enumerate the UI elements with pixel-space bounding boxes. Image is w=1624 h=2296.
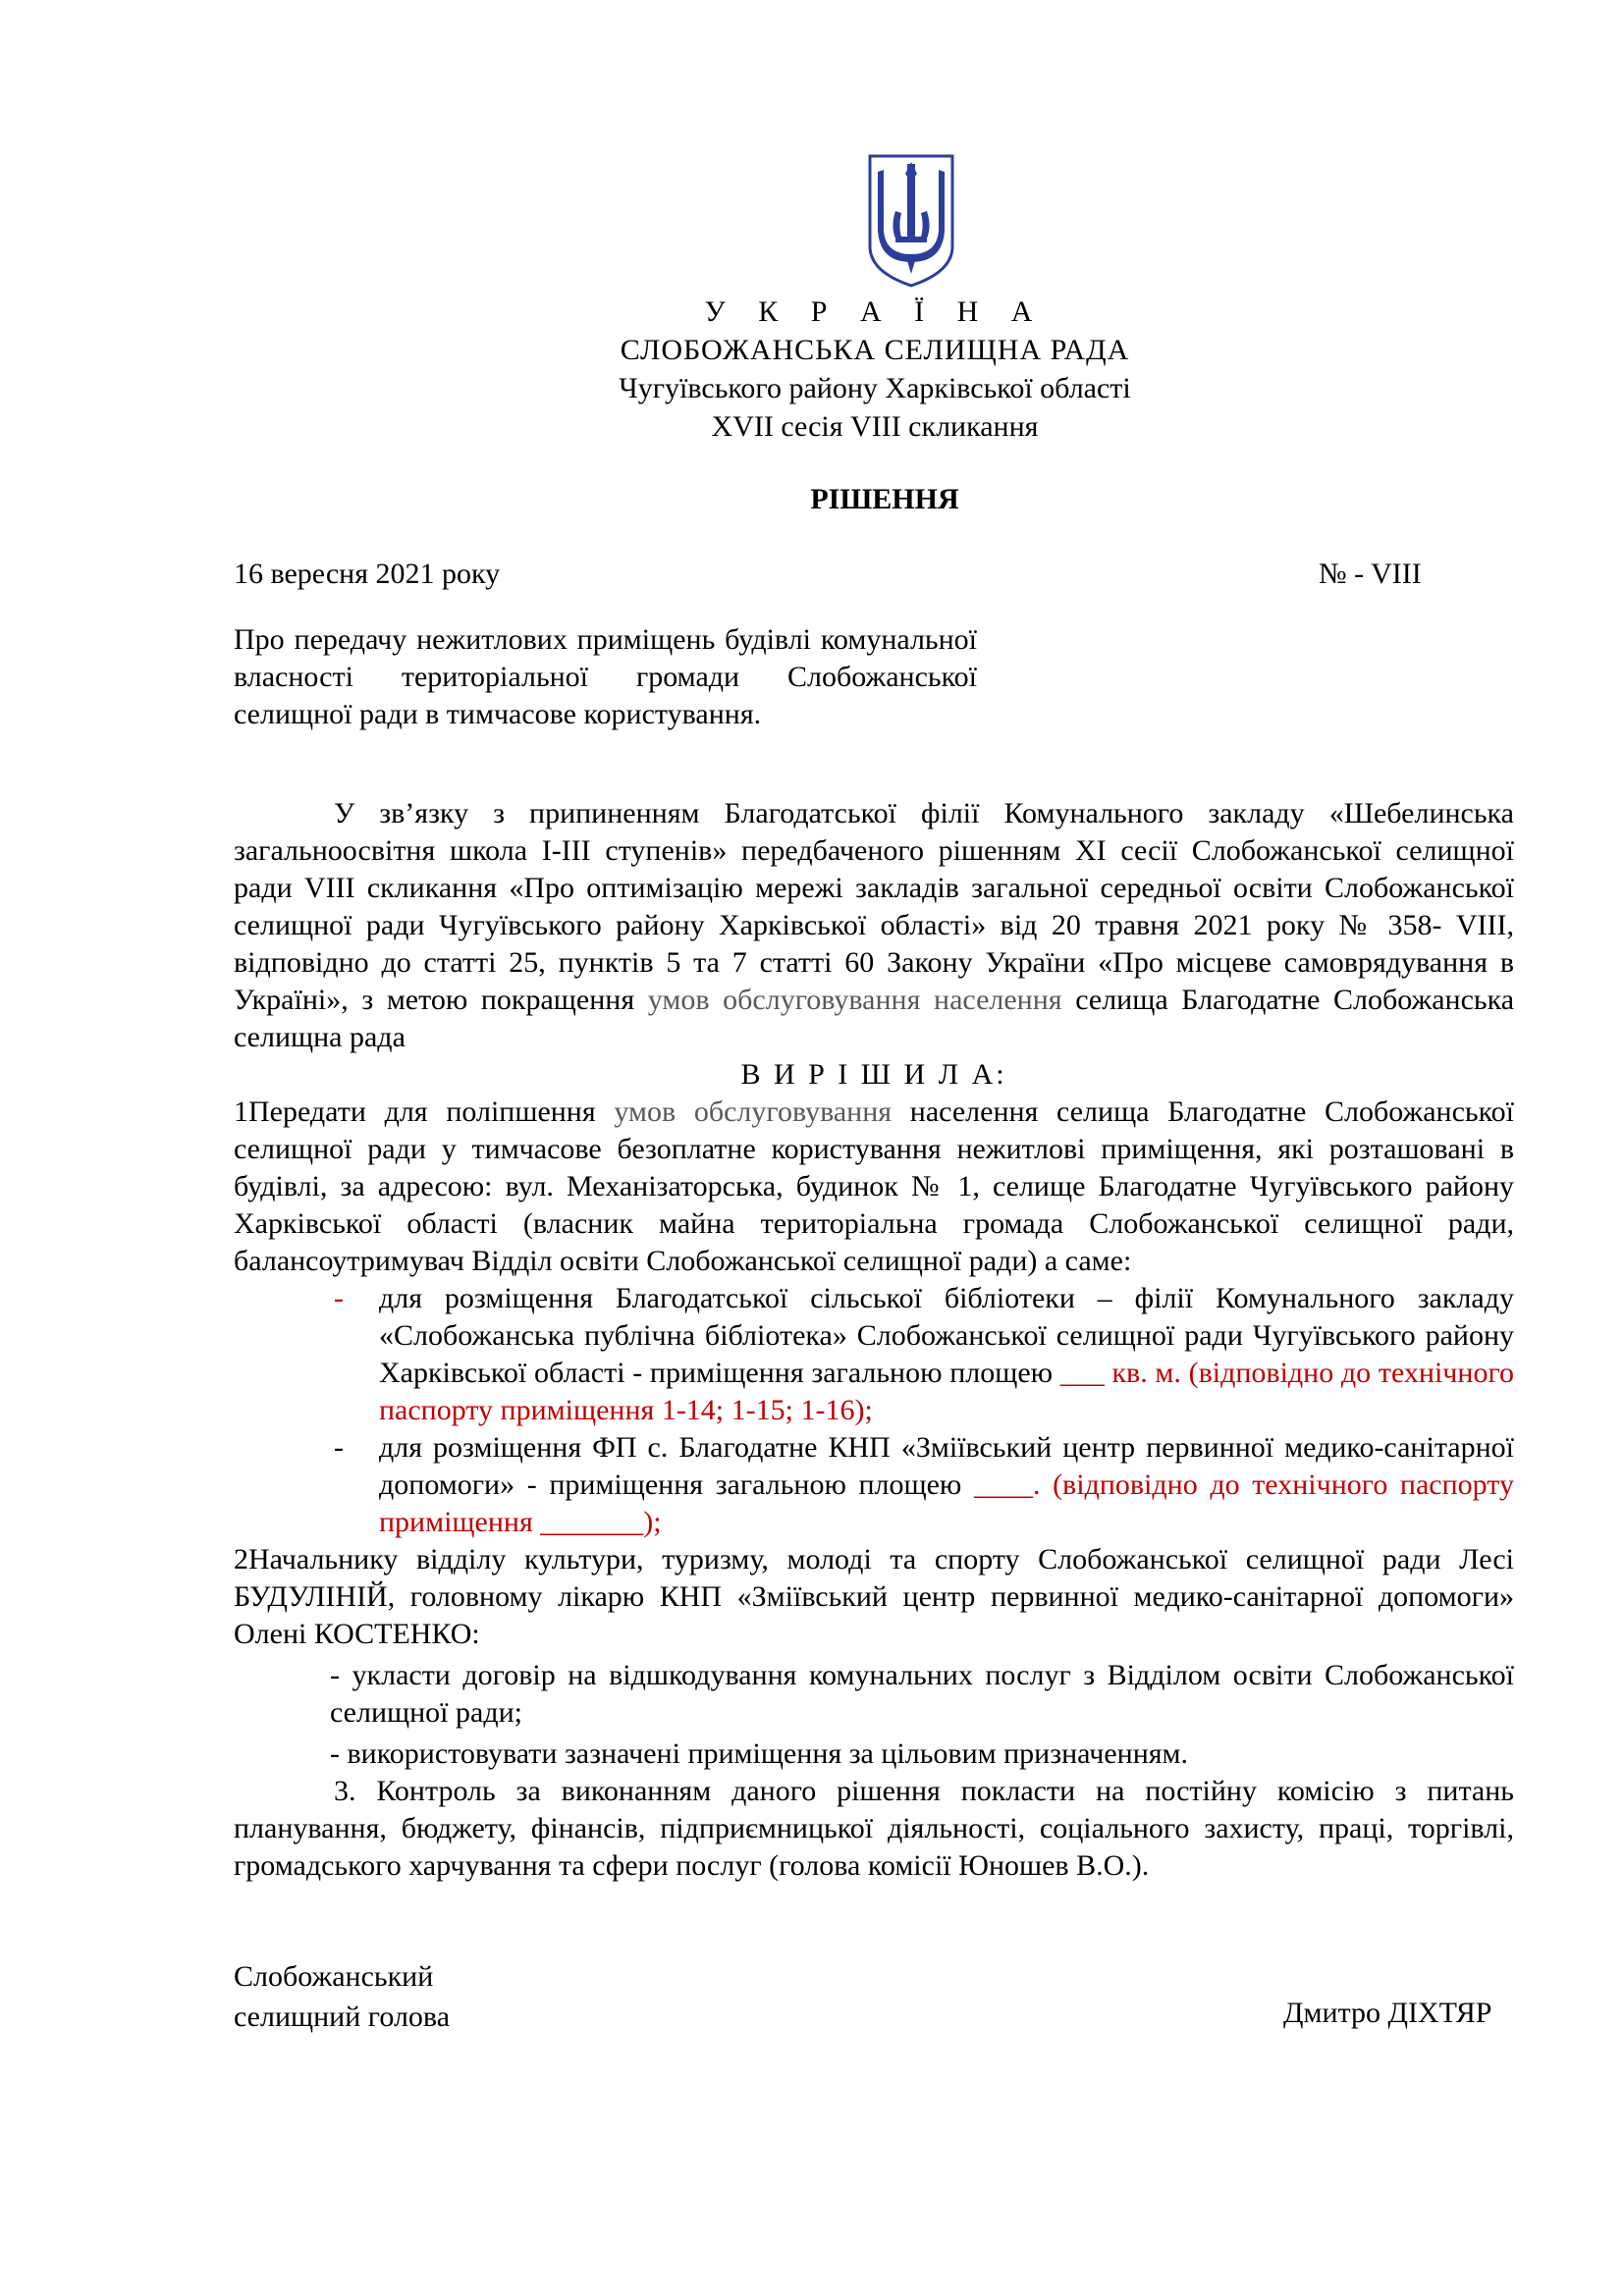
item-1-sub-2-red-text: ____. (відповідно до технічного паспорту приміщення _______); bbox=[379, 1468, 1514, 1538]
preamble bbox=[234, 795, 1514, 1056]
item-1-sub-1-dash: - bbox=[334, 1282, 344, 1314]
item-1-sub-1-red-text: ___ кв. м. (відповідно до технічного паспорту приміщення 1-14; 1-15; 1-16); bbox=[379, 1357, 1514, 1426]
item-3: 3. Контроль за виконанням даного рішення покласти на постійну комісію з питань планування, бюджету, фінансів, підприємницької діяльності, соціального захисту, праці, торгівлі, громадського харчування та сфери послуг (голова комісії Юношев В.О.). bbox=[234, 1775, 1514, 1882]
item-2-sub-2: - використовувати зазначені приміщення за цільовим призначенням. bbox=[330, 1737, 1189, 1770]
item-1-sub-1 bbox=[234, 1280, 1514, 1429]
decision-number: № - VIII bbox=[1319, 558, 1422, 590]
decided-heading: В И Р І Ш И Л А: bbox=[740, 1058, 1007, 1091]
item-2-text: Начальнику відділу культури, туризму, молоді та спорту Слобожанської селищної ради Лесі БУДУЛІНІЙ, головному лікарю КНП «Зміївський центр первинної медико-санітарної допомоги» Олені КОСТЕНКО: bbox=[234, 1543, 1514, 1650]
council-name: СЛОБОЖАНСЬКА СЕЛИЩНА РАДА bbox=[620, 334, 1130, 366]
decision-body bbox=[234, 795, 1514, 1885]
item-1-number: 1 bbox=[234, 1095, 248, 1128]
item-2 bbox=[234, 1541, 1514, 1653]
preamble-text-end: селища Благодатне Слобожанська селищна рада bbox=[234, 984, 1515, 1053]
decision-date: 16 вересня 2021 року bbox=[234, 558, 501, 590]
item-1-text-end: населення селища Благодатне Слобожанської селищної ради у тимчасове безоплатне користування нежитлові приміщення, які розташовані в будівлі, за адресою: вул. Механізаторська, будинок № 1, селище Благодатне Чугуївського району Харківської області (власник майна територіальна громада Слобожанської селищної ради, балансоутримувач Відділ освіти Слобожанської селищної ради) а саме: bbox=[234, 1095, 1514, 1277]
item-2-sub-1: - укласти договір на відшкодування комунальних послуг з Відділом освіти Слобожанської селищної ради; bbox=[330, 1659, 1514, 1729]
preamble-grey-text: умов обслуговування bbox=[647, 984, 921, 1016]
item-1-text: Передати для поліпшення bbox=[248, 1095, 615, 1128]
signature-position-line-1: Слобожанський bbox=[234, 1960, 434, 1993]
trident-coat-of-arms-icon bbox=[866, 152, 956, 290]
country-name: У К Р А Ї Н А bbox=[704, 295, 1046, 328]
preamble-grey-text-2: населення bbox=[934, 984, 1062, 1016]
item-1-sub-1-text: для розміщення Благодатської сільської бібліотеки – філії Комунального закладу «Слобожанська публічна бібліотека» Слобожанської селищної ради Чугуївського району Харківської області - приміщення загальною площею bbox=[379, 1282, 1514, 1389]
item-1-sub-2-dash: - bbox=[334, 1431, 344, 1464]
signature-position bbox=[234, 1956, 450, 2037]
document-header bbox=[0, 293, 1624, 446]
signature-name: Дмитро ДІХТЯР bbox=[1283, 1997, 1492, 2029]
session-name: XVII сесія VIII скликання bbox=[711, 410, 1039, 443]
item-2-number: 2 bbox=[234, 1543, 248, 1575]
item-1-grey-text: умов обслуговування bbox=[614, 1095, 893, 1128]
document-title: РІШЕННЯ bbox=[810, 483, 959, 515]
decision-subject: Про передачу нежитлових приміщень будівлі комунальної власності територіальної громади Слобожанської селищної ради в тимчасове користування. bbox=[234, 623, 977, 730]
preamble-space bbox=[920, 984, 934, 1016]
item-1-sub-2-text: для розміщення ФП с. Благодатне КНП «Зміївський центр первинної медико-санітарної допомоги» - приміщення загальною площею bbox=[379, 1431, 1514, 1501]
item-1-sub-2 bbox=[234, 1429, 1514, 1541]
signature-position-line-2: селищний голова bbox=[234, 2001, 451, 2033]
preamble-text: У зв’язку з припиненням Благодатської філії Комунального закладу «Шебелинська загальноосвітня школа І-ІІІ ступенів» передбаченого рішенням ХІ сесії Слобожанської селищної ради VIII скликання «Про оптимізацію мережі закладів загальної середньої освіти Слобожанської селищної ради Чугуївського району Харківської області» від 20 травня 2021 року № 358- VIII, відповідно до статті 25, пунктів 5 та 7 статті 60 Закону України «Про місцеве самоврядування в Україні», з метою покращення bbox=[234, 797, 1514, 1016]
item-1 bbox=[234, 1094, 1514, 1280]
district-name: Чугуївського району Харківської області bbox=[619, 372, 1131, 404]
